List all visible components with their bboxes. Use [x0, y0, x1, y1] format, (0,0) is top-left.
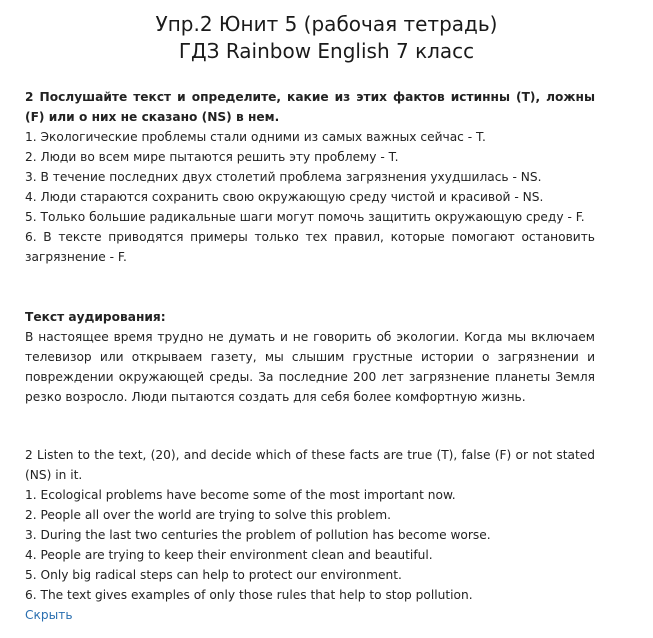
task-en-item: 2. People all over the world are trying to solve this problem. [25, 508, 391, 522]
task-en-item: 3. During the last two centuries the problem of pollution has become worse. [25, 528, 491, 542]
task-en-item: 6. The text gives examples of only those rules that help to stop pollution. [25, 588, 473, 602]
page-title: Упр.2 Юнит 5 (рабочая тетрадь) [155, 12, 498, 36]
task-en-section [25, 445, 595, 625]
task-en-item: 1. Ecological problems have become some of the most important now. [25, 488, 456, 502]
listening-section [25, 307, 595, 407]
task-en-item: 4. People are trying to keep their environment clean and beautiful. [25, 548, 433, 562]
task-en-instruction: 2 Listen to the text, (20), and decide which of these facts are true (T), false (F) or not stated (NS) in it. [25, 448, 595, 482]
hide-link[interactable]: Скрыть [25, 608, 73, 622]
task-ru-item: 2. Люди во всем мире пытаются решить эту проблему - T. [25, 150, 399, 164]
task-ru-item: 4. Люди стараются сохранить свою окружающую среду чистой и красивой - NS. [25, 190, 544, 204]
task-ru-item: 1. Экологические проблемы стали одними из самых важных сейчас - T. [25, 130, 486, 144]
task-en-item: 5. Only big radical steps can help to protect our environment. [25, 568, 402, 582]
listening-heading: Текст аудирования: [25, 310, 166, 324]
task-ru-item: 3. В течение последних двух столетий проблема загрязнения ухудшилась - NS. [25, 170, 542, 184]
task-ru-item: 6. В тексте приводятся примеры только тех правил, которые помогают остановить загрязнение - F. [25, 230, 595, 264]
task-ru-item: 5. Только большие радикальные шаги могут помочь защитить окружающую среду - F. [25, 210, 585, 224]
page-subtitle: ГДЗ Rainbow English 7 класс [178, 39, 475, 63]
task-ru-section [25, 87, 595, 267]
listening-text: В настоящее время трудно не думать и не говорить об экологии. Когда мы включаем телевизор или открываем газету, мы слышим грустные истории о загрязнении и повреждении окружающей среды. За последние 200 лет загрязнение планеты Земля резко возросло. Люди пытаются создать для себя более комфортную жизнь. [25, 330, 595, 404]
task-ru-instruction: 2 Послушайте текст и определите, какие из этих фактов истинны (T), ложны (F) или о них не сказано (NS) в нем. [25, 90, 595, 124]
